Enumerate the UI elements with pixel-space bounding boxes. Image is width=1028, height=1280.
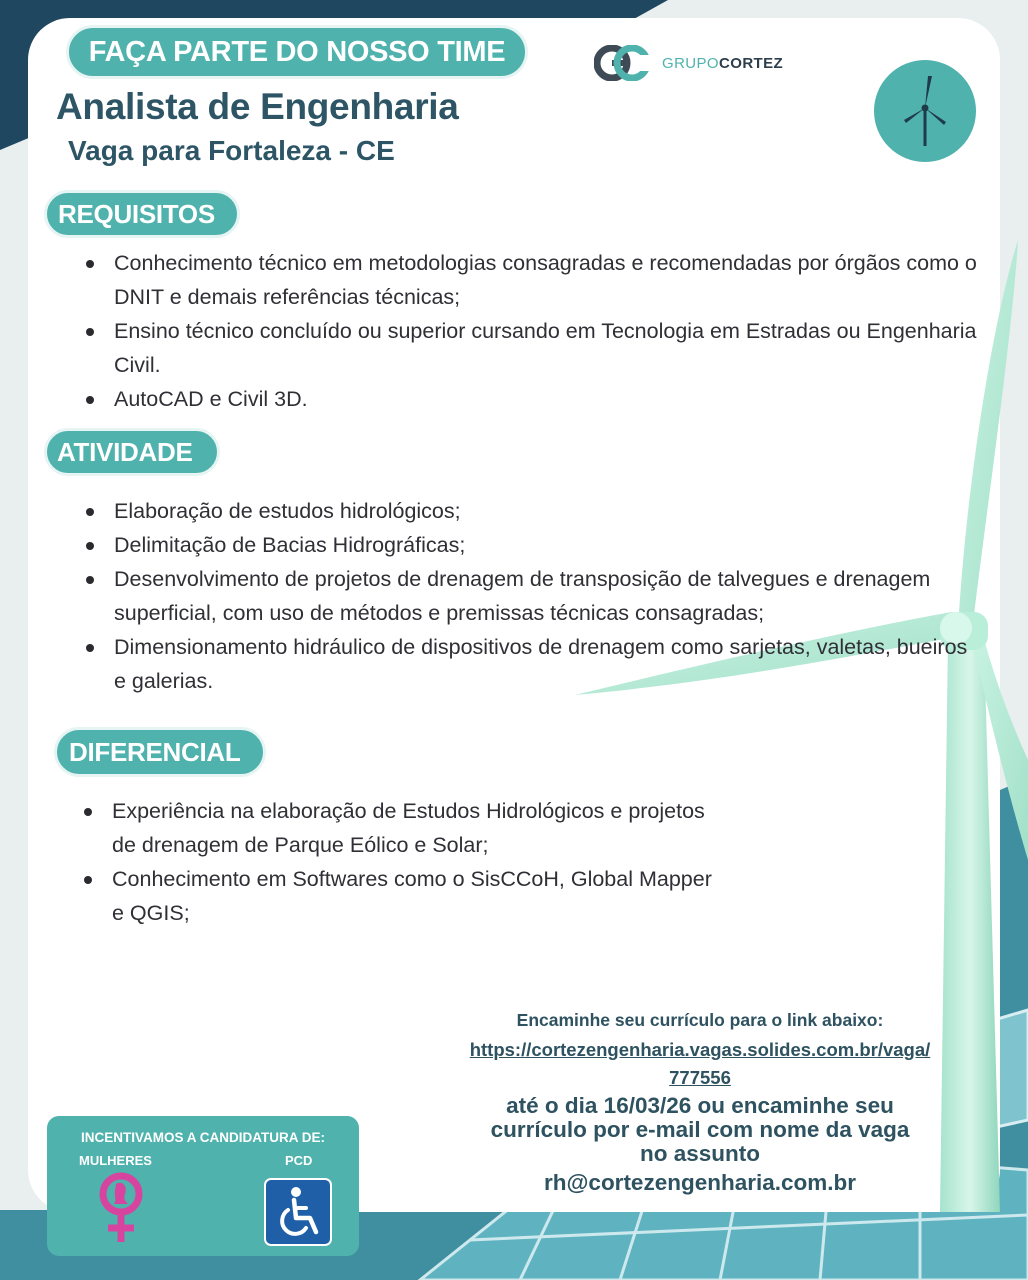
list-item: Elaboração de estudos hidrológicos; — [84, 494, 984, 528]
application-intro: Encaminhe seu currículo para o link abaixo: — [516, 1010, 884, 1030]
requirements-list — [84, 246, 984, 416]
accessibility-icon — [264, 1178, 332, 1246]
application-link[interactable] — [400, 1036, 1000, 1092]
activities-list — [84, 494, 984, 698]
pcd-label: PCD — [285, 1153, 313, 1168]
gc-logo-icon — [594, 45, 650, 81]
incentive-title: INCENTIVAMOS A CANDIDATURA DE: — [81, 1130, 325, 1145]
differentials-list — [82, 794, 722, 930]
wind-turbine-icon — [874, 60, 976, 162]
job-location: Vaga para Fortaleza - CE — [68, 135, 395, 166]
list-item: AutoCAD e Civil 3D. — [84, 382, 984, 416]
list-item: Conhecimento técnico em metodologias consagradas e recomendadas por órgãos como o DNIT e demais referências técnicas; — [84, 246, 984, 314]
job-title: Analista de Engenharia — [56, 86, 459, 127]
list-item: Experiência na elaboração de Estudos Hidrológicos e projetos de drenagem de Parque Eólico e Solar; — [82, 794, 722, 862]
requirements-heading: REQUISITOS — [44, 190, 240, 238]
application-link-line1[interactable]: https://cortezengenharia.vagas.solides.com.br/vaga/ — [469, 1039, 931, 1060]
list-item: Delimitação de Bacias Hidrográficas; — [84, 528, 984, 562]
female-symbol-icon — [92, 1170, 150, 1246]
list-item: Ensino técnico concluído ou superior cursando em Tecnologia em Estradas ou Engenharia Civil. — [84, 314, 984, 382]
women-label: MULHERES — [79, 1153, 152, 1168]
differentials-heading: DIFERENCIAL — [54, 727, 266, 777]
company-logo — [594, 45, 783, 81]
list-item: Dimensionamento hidráulico de dispositivos de drenagem como sarjetas, valetas, bueiros e galerias. — [84, 630, 984, 698]
hiring-banner: FAÇA PARTE DO NOSSO TIME — [66, 25, 528, 79]
application-deadline: até o dia 16/03/26 ou encaminhe seu currículo por e-mail com nome da vaga no assunto — [490, 1093, 910, 1166]
application-link-line2[interactable]: 777556 — [669, 1067, 731, 1088]
activities-heading: ATIVIDADE — [44, 428, 220, 476]
application-email[interactable]: rh@cortezengenharia.com.br — [543, 1170, 856, 1195]
list-item: Desenvolvimento de projetos de drenagem de transposição de talvegues e drenagem superficial, com uso de métodos e premissas técnicas consagradas; — [84, 562, 984, 630]
logo-wordmark: GRUPOCORTEZ — [662, 54, 784, 72]
list-item: Conhecimento em Softwares como o SisCCoH, Global Mapper e QGIS; — [82, 862, 722, 930]
